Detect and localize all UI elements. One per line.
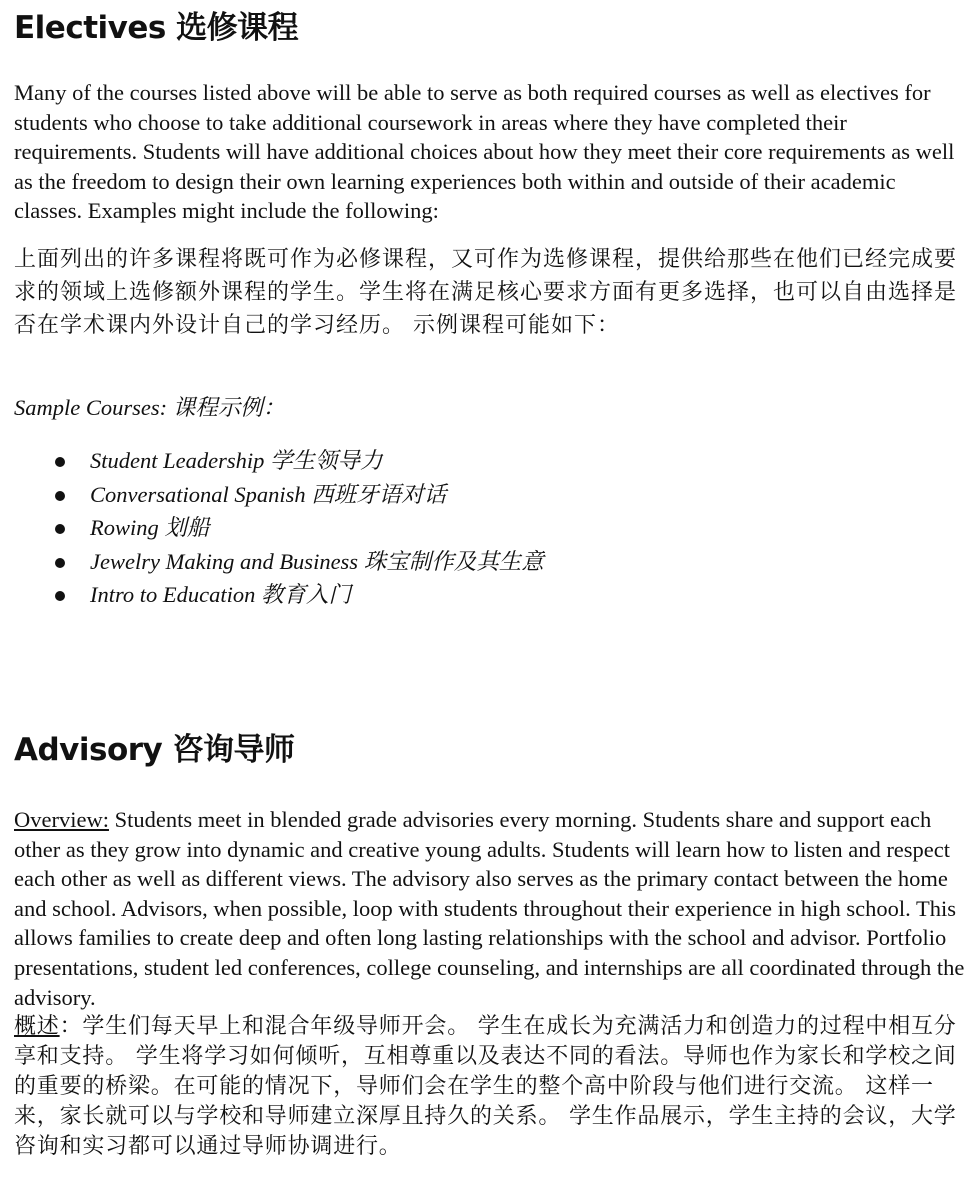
course-label: Jewelry Making and Business 珠宝制作及其生意 — [90, 548, 544, 574]
advisory-heading: Advisory 咨询导师 — [14, 732, 295, 768]
list-item — [14, 511, 544, 545]
bullet-icon — [55, 524, 65, 534]
electives-paragraph-en: Many of the courses listed above will be able to serve as both required courses as well as electives for students who choose to take additional coursework in areas where they have completed their requirements. Students will have additional choices about how they meet their core requirements as well as the freedom to design their own learning experiences both within and outside of their academic classes. Examples might include the following: — [14, 80, 955, 224]
overview-label-en: Overview: — [14, 807, 109, 832]
sample-courses-label: Sample Courses: 课程示例： — [14, 395, 286, 420]
advisory-paragraph-en — [14, 805, 966, 1012]
bullet-icon — [55, 491, 65, 501]
list-item — [14, 444, 544, 478]
advisory-paragraph-zh — [14, 1012, 966, 1162]
course-label: Student Leadership 学生领导力 — [90, 448, 383, 473]
course-label: Rowing 划船 — [90, 515, 210, 540]
course-label: Intro to Education 教育入门 — [90, 582, 352, 607]
course-label: Conversational Spanish 西班牙语对话 — [90, 481, 447, 507]
list-item — [14, 478, 544, 512]
bullet-icon — [55, 591, 65, 601]
bullet-icon — [55, 457, 65, 467]
sample-courses-list — [14, 444, 544, 612]
list-item — [14, 545, 544, 579]
advisory-text-zh: ：学生们每天早上和混合年级导师开会。 学生在成长为充满活力和创造力的过程中相互分享和支持。 学生将学习如何倾听，互相尊重以及表达不同的看法。导师也作为家长和学校之间的重要的桥梁。在可能的情况下，导师们会在学生的整个高中阶段与他们进行交流。 这样一来，家长就可以与学校和导师建立深厚且持久的关系。 学生作品展示，学生主持的会议，大学咨询和实习都可以通过导师协调进行。 — [14, 1014, 957, 1159]
advisory-text-en: Students meet in blended grade advisories every morning. Students share and support each other as they grow into dynamic and creative young adults. Students will learn how to listen and respect each other as well as different views. The advisory also serves as the primary contact between the home and school. Advisors, when possible, loop with students throughout their experience in high school. This allows families to create deep and often long lasting relationships with the school and advisor. Portfolio presentations, student led conferences, college counseling, and internships are all coordinated through the advisory. — [14, 807, 965, 1010]
electives-heading: Electives 选修课程 — [14, 10, 299, 46]
bullet-icon — [55, 558, 65, 568]
electives-paragraph-zh: 上面列出的许多课程将既可作为必修课程，又可作为选修课程，提供给那些在他们已经完成要求的领域上选修额外课程的学生。学生将在满足核心要求方面有更多选择，也可以自由选择是否在学术课内外设计自己的学习经历。 示例课程可能如下： — [14, 247, 958, 338]
list-item — [14, 578, 544, 612]
overview-label-zh: 概述 — [14, 1014, 60, 1039]
